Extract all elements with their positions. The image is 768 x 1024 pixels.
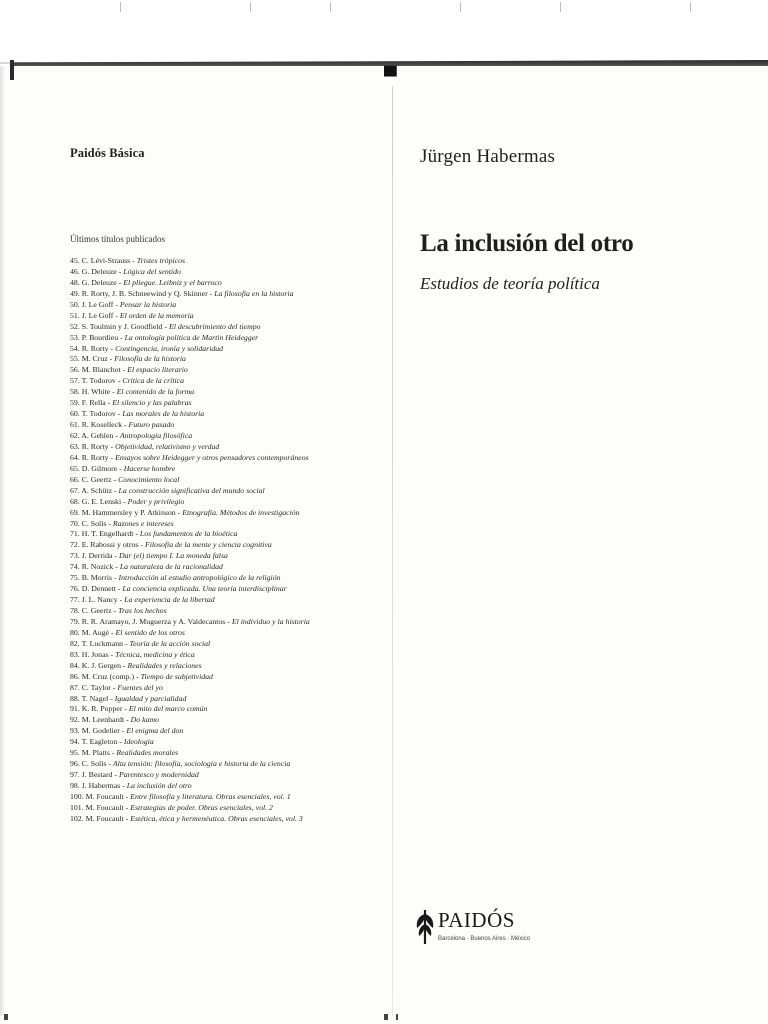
title-number: 70. bbox=[70, 518, 80, 528]
title-number: 65. bbox=[70, 463, 80, 473]
title-author: J. Le Goff bbox=[81, 310, 114, 320]
list-item: 97. J. Bestard - Parentesco y modernidad bbox=[70, 770, 199, 780]
title-author: T. Todorov bbox=[81, 409, 116, 419]
title-number: 61. bbox=[70, 420, 80, 430]
title-number: 95. bbox=[70, 748, 80, 758]
title-work: Conocimiento local bbox=[118, 474, 180, 484]
title-number: 55. bbox=[70, 354, 80, 364]
title-number: 76. bbox=[70, 584, 80, 594]
publisher-cities: Barcelona · Buenos Aires · México bbox=[438, 936, 531, 942]
list-item: 59. F. Rella - El silencio y las palabras bbox=[70, 398, 192, 408]
list-item: 102. M. Foucault - Estética, ética y hermenéutica. Obras esenciales, vol. 3 bbox=[70, 813, 303, 823]
page-left-edge bbox=[0, 66, 6, 1016]
title-number: 86. bbox=[70, 671, 80, 681]
list-item: 49. R. Rorty, J. B. Schneewind y Q. Skinner - La filosofía en la historia bbox=[70, 288, 294, 298]
title-work: Parentesco y modernidad bbox=[118, 770, 199, 780]
book-author: Jürgen Habermas bbox=[420, 146, 556, 167]
title-number: 58. bbox=[70, 387, 80, 397]
list-item: 75. B. Morris - Introducción al estudio antropológico de la religión bbox=[70, 573, 281, 583]
scan-tick bbox=[460, 2, 461, 12]
title-number: 64. bbox=[70, 452, 80, 462]
title-number: 96. bbox=[70, 759, 80, 769]
list-item: 101. M. Foucault - Estrategias de poder. Obras esenciales, vol. 2 bbox=[70, 802, 273, 812]
list-item: 58. H. White - El contenido de la forma bbox=[70, 387, 195, 397]
list-item: 60. T. Todorov - Las morales de la historia bbox=[70, 409, 205, 419]
title-number: 57. bbox=[70, 376, 80, 386]
title-author: M. Cruz bbox=[81, 354, 108, 364]
list-item: 46. G. Deleuze - Lógica del sentido bbox=[70, 266, 181, 276]
title-number: 91. bbox=[70, 704, 80, 714]
title-author: A. Schütz bbox=[81, 485, 113, 495]
title-work: Objetividad, relativismo y verdad bbox=[115, 441, 220, 451]
list-item: 67. A. Schütz - La construcción significativa del mundo social bbox=[70, 485, 265, 495]
title-author: R. Koselleck bbox=[81, 420, 122, 430]
title-number: 83. bbox=[70, 649, 80, 659]
title-work: El sentido de los otros bbox=[115, 627, 185, 637]
title-number: 75. bbox=[70, 573, 80, 583]
title-work: El enigma del don bbox=[126, 726, 184, 736]
list-item: 96. C. Solís - Alta tensión: filosofía, sociología e historia de la ciencia bbox=[70, 759, 291, 769]
title-author: R. Rorty bbox=[81, 441, 109, 451]
title-work: El pliegue. Leibniz y el barroco bbox=[123, 277, 222, 287]
title-work: La filosofía en la historia bbox=[214, 288, 294, 298]
title-number: 79. bbox=[70, 616, 80, 626]
title-number: 59. bbox=[70, 398, 80, 408]
title-author: M. Platts bbox=[81, 748, 110, 758]
scan-bottom-mark bbox=[4, 1014, 8, 1020]
title-work: Teoría de la acción social bbox=[129, 638, 211, 648]
scan-tick bbox=[120, 2, 121, 12]
title-work: Ideología bbox=[123, 737, 154, 747]
series-name: Paidós Básica bbox=[70, 146, 145, 160]
title-work: Razones e intereses bbox=[112, 518, 174, 528]
list-item: 50. J. Le Goff - Pensar la historia bbox=[70, 299, 177, 309]
title-author: H. White bbox=[81, 387, 111, 397]
title-number: 82. bbox=[70, 638, 80, 648]
title-work: Crítica de la crítica bbox=[122, 376, 185, 386]
list-item: 70. C. Solís - Razones e intereses bbox=[70, 518, 174, 528]
list-item: 54. R. Rorty - Contingencia, ironía y solidaridad bbox=[70, 343, 224, 353]
title-number: 87. bbox=[70, 682, 80, 692]
list-item: 91. K. R. Popper - El mito del marco común bbox=[70, 704, 208, 714]
title-work: La construcción significativa del mundo social bbox=[118, 485, 265, 495]
title-author: C. Solís bbox=[81, 518, 107, 528]
list-item: 82. T. Luckmann - Teoría de la acción social bbox=[70, 638, 211, 648]
title-work: Igualdad y parcialidad bbox=[114, 693, 187, 703]
publisher-name: PAIDÓS bbox=[438, 908, 515, 932]
title-author: C. Taylor bbox=[81, 682, 111, 692]
list-item: 52. S. Toulmin y J. Goodfield - El descubrimiento del tiempo bbox=[70, 321, 261, 331]
list-item: 48. G. Deleuze - El pliegue. Leibniz y el barroco bbox=[70, 277, 222, 287]
title-work: El contenido de la forma bbox=[116, 387, 195, 397]
title-work: El espacio literario bbox=[127, 365, 188, 375]
title-number: 102. bbox=[70, 813, 84, 823]
scan-tick bbox=[690, 2, 691, 12]
list-item: 95. M. Platts - Realidades morales bbox=[70, 748, 179, 758]
title-author: D. Dennett bbox=[81, 584, 116, 594]
title-author: H. T. Engelhardt bbox=[81, 529, 134, 539]
title-author: J. Habermas bbox=[81, 781, 121, 790]
title-number: 50. bbox=[70, 299, 80, 309]
title-work: La inclusión del otro bbox=[126, 781, 192, 790]
title-work: El individuo y la historia bbox=[231, 616, 310, 626]
list-item: 77. J. L. Nancy - La experiencia de la libertad bbox=[70, 595, 215, 605]
title-work: La ontología política de Martin Heidegger bbox=[124, 332, 259, 342]
title-work: Fuentes del yo bbox=[117, 682, 163, 692]
title-number: 49. bbox=[70, 288, 80, 298]
title-number: 62. bbox=[70, 431, 80, 440]
title-number: 60. bbox=[70, 409, 80, 419]
list-item: 83. H. Jonas - Técnica, medicina y ética bbox=[70, 649, 195, 659]
title-author: M. Foucault bbox=[85, 802, 124, 812]
title-number: 94. bbox=[70, 737, 80, 747]
title-work: Entre filosofía y literatura. Obras esenciales, vol. 1 bbox=[130, 791, 291, 801]
title-work: Estrategias de poder. Obras esenciales, vol. 2 bbox=[130, 802, 273, 812]
list-item: 72. E. Rabossi y otros - Filosofía de la mente y ciencia cognitiva bbox=[70, 540, 272, 550]
title-author: R. Rorty bbox=[81, 452, 109, 462]
scan-bottom-mark bbox=[384, 1014, 388, 1020]
title-author: J. Bestard bbox=[81, 770, 113, 780]
list-item: 66. C. Geertz - Conocimiento local bbox=[70, 474, 180, 484]
title-author: R. Rorty bbox=[81, 343, 109, 353]
title-number: 92. bbox=[70, 715, 80, 725]
list-item: 84. K. J. Gergen - Realidades y relaciones bbox=[70, 660, 202, 670]
title-number: 54. bbox=[70, 343, 80, 353]
title-number: 46. bbox=[70, 266, 80, 276]
title-work: Antropología filosófica bbox=[119, 431, 193, 440]
book-subtitle: Estudios de teoría política bbox=[420, 274, 600, 293]
title-work: La conciencia explicada. Una teoría interdisciplinar bbox=[122, 584, 287, 594]
title-author: D. Gilmore bbox=[81, 463, 118, 473]
title-author: M. Hammersley y P. Atkinson bbox=[81, 507, 176, 517]
list-item: 87. C. Taylor - Fuentes del yo bbox=[70, 682, 163, 692]
list-item: 93. M. Godelier - El enigma del don bbox=[70, 726, 184, 736]
title-number: 51. bbox=[70, 310, 80, 320]
title-work: Estética, ética y hermenéutica. Obras esenciales, vol. 3 bbox=[130, 813, 303, 823]
title-work: Lógica del sentido bbox=[123, 266, 181, 276]
title-work: Filosofía de la mente y ciencia cognitiva bbox=[144, 540, 272, 550]
title-author: J. Derrida bbox=[81, 551, 113, 561]
title-work: Do kamo bbox=[130, 715, 160, 725]
title-author: G. Deleuze bbox=[81, 266, 117, 276]
title-work: Tristes trópicos bbox=[136, 256, 186, 265]
publisher-imprint bbox=[414, 904, 554, 954]
title-author: A. Gehlen bbox=[81, 431, 114, 440]
title-author: C. Geertz bbox=[81, 474, 112, 484]
title-author: E. Rabossi y otros bbox=[81, 540, 139, 550]
title-author: M. Foucault bbox=[85, 813, 124, 823]
list-item: 78. C. Geertz - Tras los hechos bbox=[70, 606, 167, 615]
list-item: 63. R. Rorty - Objetividad, relativismo y verdad bbox=[70, 441, 220, 451]
title-work: Realidades y relaciones bbox=[127, 660, 202, 670]
title-number: 74. bbox=[70, 562, 80, 572]
title-work: Poder y privilegio bbox=[127, 496, 185, 506]
list-item: 69. M. Hammersley y P. Atkinson - Etnografía. Métodos de investigación bbox=[70, 507, 300, 517]
title-number: 100. bbox=[70, 791, 84, 801]
title-number: 78. bbox=[70, 606, 80, 615]
title-author: C. Solís bbox=[81, 759, 107, 769]
title-author: F. Rella bbox=[81, 398, 106, 408]
list-item: 55. M. Cruz - Filosofía de la historia bbox=[70, 354, 186, 364]
title-author: J. Le Goff bbox=[81, 299, 114, 309]
title-author: K. J. Gergen bbox=[81, 660, 121, 670]
list-heading: Últimos títulos publicados bbox=[70, 234, 166, 244]
list-item: 76. D. Dennett - La conciencia explicada. Una teoría interdisciplinar bbox=[70, 584, 287, 594]
title-number: 88. bbox=[70, 693, 80, 703]
title-author: M. Godelier bbox=[81, 726, 120, 736]
title-number: 69. bbox=[70, 507, 80, 517]
title-work: Filosofía de la historia bbox=[114, 354, 186, 364]
title-author: M. Blanchot bbox=[81, 365, 121, 375]
title-work: Alta tensión: filosofía, sociología e historia de la ciencia bbox=[112, 759, 291, 769]
scan-tick bbox=[250, 2, 251, 12]
list-item: 79. R. R. Aramayo, J. Muguerza y A. Valdecantos - El individuo y la historia bbox=[70, 616, 310, 626]
book-title: La inclusión del otro bbox=[420, 230, 634, 257]
title-author: M. Leenhardt bbox=[81, 715, 125, 725]
title-author: T. Nagel bbox=[81, 693, 109, 703]
title-number: 45. bbox=[70, 256, 80, 265]
title-work: La naturaleza de la racionalidad bbox=[119, 562, 223, 572]
list-item: 74. R. Nozick - La naturaleza de la racionalidad bbox=[70, 562, 223, 572]
list-item: 86. M. Cruz (comp.) - Tiempo de subjetividad bbox=[70, 671, 213, 681]
title-work: Realidades morales bbox=[116, 748, 179, 758]
title-author: R. Rorty, J. B. Schneewind y Q. Skinner bbox=[81, 288, 208, 298]
list-item: 45. C. Lévi-Strauss - Tristes trópicos bbox=[70, 256, 186, 265]
title-number: 67. bbox=[70, 485, 80, 495]
title-work: Los fundamentos de la bioética bbox=[139, 529, 238, 539]
list-item: 51. J. Le Goff - El orden de la memoria bbox=[70, 310, 194, 320]
list-item: 68. G. E. Lenski - Poder y privilegio bbox=[70, 496, 185, 506]
title-work: Técnica, medicina y ética bbox=[115, 649, 195, 659]
title-work: Etnografía. Métodos de investigación bbox=[182, 507, 300, 517]
list-item: 73. J. Derrida - Dar (el) tiempo I. La moneda falsa bbox=[70, 551, 228, 561]
title-work: El descubrimiento del tiempo bbox=[168, 321, 261, 331]
title-number: 48. bbox=[70, 277, 80, 287]
scan-tick bbox=[330, 2, 331, 12]
title-number: 71. bbox=[70, 529, 80, 539]
binding-clip-icon: ▀ bbox=[384, 66, 397, 86]
title-author: B. Morris bbox=[81, 573, 113, 583]
title-work: Tiempo de subjetividad bbox=[140, 671, 213, 681]
title-number: 72. bbox=[70, 540, 80, 550]
book-spine bbox=[392, 86, 393, 1016]
title-number: 53. bbox=[70, 332, 80, 342]
title-number: 101. bbox=[70, 802, 84, 812]
title-author: K. R. Popper bbox=[81, 704, 123, 714]
scan-tick bbox=[560, 2, 561, 12]
list-item: 65. D. Gilmore - Hacerse hombre bbox=[70, 463, 176, 473]
title-number: 56. bbox=[70, 365, 80, 375]
title-author: H. Jonas bbox=[81, 649, 109, 659]
title-number: 63. bbox=[70, 441, 80, 451]
title-work: Introducción al estudio antropológico de la religión bbox=[118, 573, 281, 583]
title-author: R. Nozick bbox=[81, 562, 114, 572]
title-work: Pensar la historia bbox=[119, 299, 177, 309]
title-work: Futuro pasado bbox=[128, 420, 175, 430]
list-item: 94. T. Eagleton - Ideología bbox=[70, 737, 154, 747]
list-item: 98. J. Habermas - La inclusión del otro bbox=[70, 781, 192, 790]
title-number: 84. bbox=[70, 660, 80, 670]
list-item: 80. M. Augé - El sentido de los otros bbox=[70, 627, 185, 637]
title-work: Contingencia, ironía y solidaridad bbox=[115, 343, 224, 353]
title-author: C. Lévi-Strauss bbox=[81, 256, 131, 265]
title-work: El mito del marco común bbox=[128, 704, 208, 714]
title-work: Dar (el) tiempo I. La moneda falsa bbox=[118, 551, 228, 561]
list-item: 92. M. Leenhardt - Do kamo bbox=[70, 715, 160, 725]
title-work: Hacerse hombre bbox=[123, 463, 176, 473]
title-number: 77. bbox=[70, 595, 80, 605]
list-item: 56. M. Blanchot - El espacio literario bbox=[70, 365, 188, 375]
title-author: G. E. Lenski bbox=[81, 496, 122, 506]
title-work: Tras los hechos bbox=[118, 606, 167, 615]
title-author: S. Toulmin y J. Goodfield bbox=[81, 321, 163, 331]
title-number: 73. bbox=[70, 551, 80, 561]
paidos-logo-icon bbox=[414, 908, 436, 946]
scan-top-margin bbox=[0, 0, 768, 64]
scan-bottom-mark bbox=[396, 1014, 398, 1020]
title-number: 66. bbox=[70, 474, 80, 484]
published-titles-list bbox=[70, 256, 310, 825]
title-author: P. Bourdieu bbox=[81, 332, 119, 342]
list-item: 88. T. Nagel - Igualdad y parcialidad bbox=[70, 693, 187, 703]
list-item: 57. T. Todorov - Crítica de la crítica bbox=[70, 376, 185, 386]
title-author: M. Cruz (comp.) bbox=[81, 671, 135, 681]
list-item: 100. M. Foucault - Entre filosofía y literatura. Obras esenciales, vol. 1 bbox=[70, 791, 291, 801]
title-number: 97. bbox=[70, 770, 80, 780]
title-author: R. R. Aramayo, J. Muguerza y A. Valdecantos bbox=[81, 616, 226, 626]
list-item: 53. P. Bourdieu - La ontología política de Martin Heidegger bbox=[70, 332, 259, 342]
title-author: T. Eagleton bbox=[81, 737, 118, 747]
title-work: La experiencia de la libertad bbox=[124, 595, 215, 605]
title-work: Ensayos sobre Heidegger y otros pensadores contemporáneos bbox=[115, 452, 309, 462]
title-work: El orden de la memoria bbox=[119, 310, 194, 320]
list-item: 64. R. Rorty - Ensayos sobre Heidegger y otros pensadores contemporáneos bbox=[70, 452, 309, 462]
title-author: M. Foucault bbox=[85, 791, 124, 801]
page-corner-edge bbox=[10, 60, 14, 80]
title-number: 80. bbox=[70, 627, 80, 637]
title-work: El silencio y las palabras bbox=[112, 398, 192, 408]
list-item: 71. H. T. Engelhardt - Los fundamentos de la bioética bbox=[70, 529, 238, 539]
title-author: M. Augé bbox=[81, 627, 109, 637]
title-number: 68. bbox=[70, 496, 80, 506]
title-author: G. Deleuze bbox=[81, 277, 117, 287]
title-work: Las morales de la historia bbox=[122, 409, 205, 419]
title-author: T. Todorov bbox=[81, 376, 116, 386]
title-author: J. L. Nancy bbox=[81, 595, 118, 605]
list-item: 61. R. Koselleck - Futuro pasado bbox=[70, 420, 175, 430]
title-author: C. Geertz bbox=[81, 606, 112, 615]
title-number: 52. bbox=[70, 321, 80, 331]
list-item: 62. A. Gehlen - Antropología filosófica bbox=[70, 431, 193, 440]
title-author: T. Luckmann bbox=[81, 638, 123, 648]
title-number: 93. bbox=[70, 726, 80, 736]
title-number: 98. bbox=[70, 781, 80, 790]
